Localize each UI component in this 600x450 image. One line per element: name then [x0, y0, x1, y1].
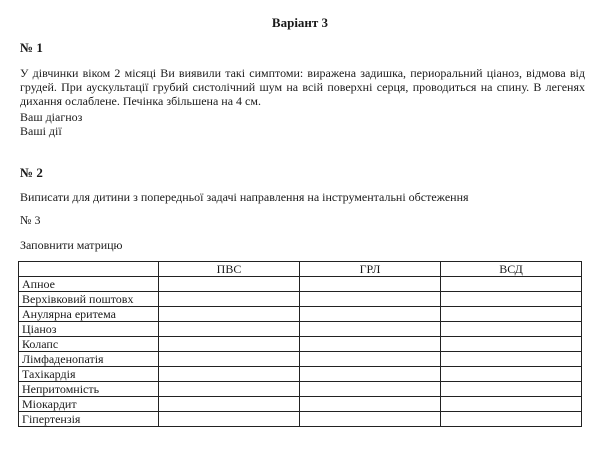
table-row	[19, 292, 582, 307]
matrix-cell	[159, 382, 300, 397]
matrix-row-label: Ціаноз	[19, 322, 159, 337]
table-row	[19, 367, 582, 382]
matrix-cell	[300, 382, 441, 397]
table-row	[19, 397, 582, 412]
task-1-text: У дівчинки віком 2 місяці Ви виявили такі симптоми: виражена задишка, периоральний ціаноз, відмова від грудей. При аускультації грубий систолічний шум на всій поверхні серця, проводиться на спину. В легенях дихання ослаблене. Печінка збільшена на 4 см.	[20, 66, 585, 108]
matrix-cell	[300, 412, 441, 427]
matrix-row-label: Анулярна еритема	[19, 307, 159, 322]
matrix-cell	[300, 322, 441, 337]
matrix-cell	[300, 277, 441, 292]
matrix-cell	[159, 292, 300, 307]
matrix-header-corner	[19, 262, 159, 277]
matrix-cell	[441, 277, 582, 292]
matrix-cell	[441, 382, 582, 397]
task-1-heading: № 1	[20, 40, 43, 55]
table-row	[19, 322, 582, 337]
matrix-cell	[300, 337, 441, 352]
matrix-header-row	[19, 262, 582, 277]
matrix-cell	[159, 277, 300, 292]
table-row	[19, 337, 582, 352]
matrix-row-label: Апное	[19, 277, 159, 292]
matrix-cell	[441, 367, 582, 382]
matrix-row-label: Непритомність	[19, 382, 159, 397]
matrix-row-label: Міокардит	[19, 397, 159, 412]
matrix-cell	[159, 337, 300, 352]
symptom-matrix-table	[18, 261, 582, 427]
task-3-text: Заповнити матрицю	[20, 238, 123, 252]
task-2-text: Виписати для дитини з попередньої задачі направлення на інструментальні обстеження	[20, 190, 469, 204]
matrix-row-label: Тахікардія	[19, 367, 159, 382]
matrix-cell	[441, 352, 582, 367]
matrix-cell	[300, 397, 441, 412]
matrix-cell	[159, 397, 300, 412]
table-row	[19, 412, 582, 427]
matrix-cell	[300, 307, 441, 322]
matrix-cell	[441, 412, 582, 427]
matrix-header-pvs: ПВС	[159, 262, 300, 277]
matrix-cell	[441, 322, 582, 337]
matrix-row-label: Колапс	[19, 337, 159, 352]
matrix-cell	[300, 367, 441, 382]
matrix-row-label: Лімфаденопатія	[19, 352, 159, 367]
matrix-cell	[159, 367, 300, 382]
matrix-header-grl: ГРЛ	[300, 262, 441, 277]
matrix-row-label: Гіпертензія	[19, 412, 159, 427]
matrix-cell	[159, 352, 300, 367]
matrix-cell	[441, 307, 582, 322]
matrix-cell	[441, 292, 582, 307]
task-1-question-diagnosis: Ваш діагноз	[20, 110, 83, 124]
matrix-row-label: Верхівковий поштовх	[19, 292, 159, 307]
matrix-cell	[159, 307, 300, 322]
table-row	[19, 382, 582, 397]
variant-title: Варіант 3	[271, 15, 329, 30]
table-row	[19, 352, 582, 367]
matrix-cell	[441, 337, 582, 352]
task-2-heading: № 2	[20, 165, 43, 180]
matrix-header-vsd: ВСД	[441, 262, 582, 277]
table-row	[19, 277, 582, 292]
matrix-cell	[300, 352, 441, 367]
matrix-cell	[159, 322, 300, 337]
task-3-heading: № 3	[20, 213, 41, 227]
table-row	[19, 307, 582, 322]
task-1-question-actions: Ваші дії	[20, 124, 62, 138]
matrix-cell	[441, 397, 582, 412]
matrix-cell	[300, 292, 441, 307]
matrix-cell	[159, 412, 300, 427]
